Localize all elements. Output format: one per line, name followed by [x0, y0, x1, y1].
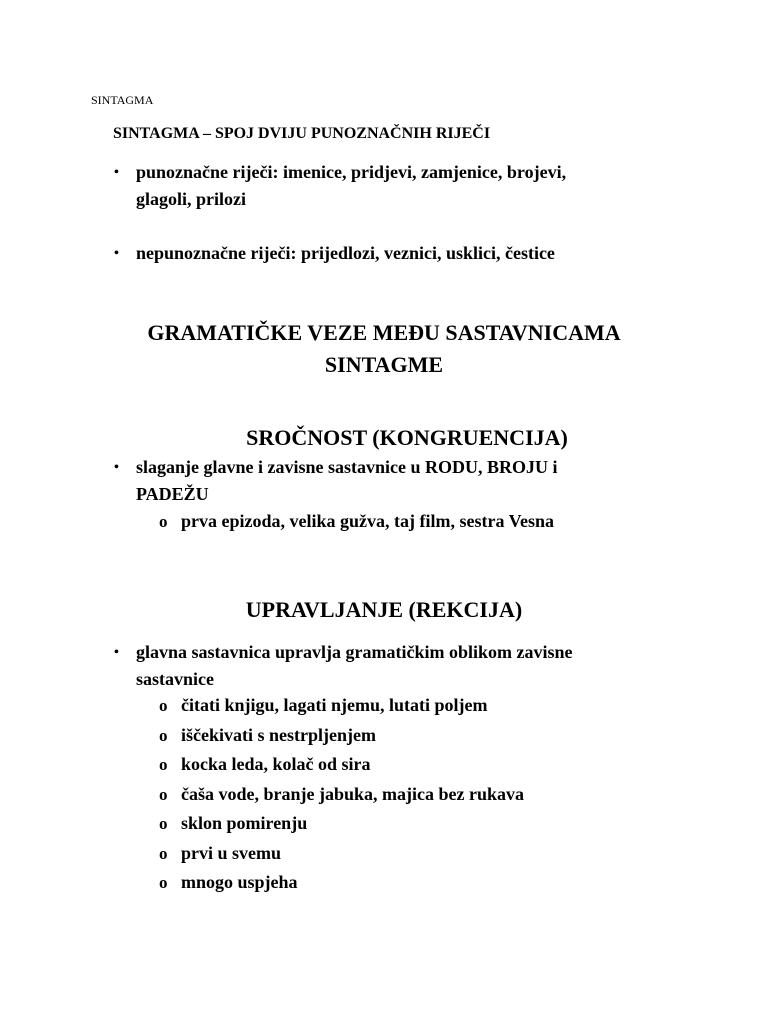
heading-line: GRAMATIČKE VEZE MEĐU SASTAVNICAMA: [147, 320, 621, 345]
sub-bullet-marker: o: [159, 873, 168, 892]
sub-bullet-marker: o: [159, 696, 168, 715]
document-title: SINTAGMA – SPOJ DVIJU PUNOZNAČNIH RIJEČI: [113, 125, 491, 142]
heading-upravljanje: UPRAVLJANJE (REKCIJA): [245, 597, 523, 622]
sub-bullet-marker: o: [159, 512, 168, 531]
example-item-upravljanje: sklon pomirenju: [181, 813, 308, 833]
bullet-line: glagoli, prilozi: [136, 189, 246, 209]
bullet-marker: •: [114, 165, 119, 180]
example-item-upravljanje: čaša vode, branje jabuka, majica bez rukava: [181, 784, 524, 804]
sub-bullet-marker: o: [159, 755, 168, 774]
sub-bullet-marker: o: [159, 844, 168, 863]
bullet-line: sastavnice: [136, 669, 214, 689]
bullet-item-srocnost: [136, 454, 558, 508]
bullet-line: PADEŽU: [136, 484, 209, 504]
example-item-upravljanje: iščekivati s nestrpljenjem: [181, 725, 376, 745]
bullet-line: punoznačne riječi: imenice, pridjevi, zamjenice, brojevi,: [136, 162, 567, 182]
bullet-item-punoznacne: [136, 159, 566, 213]
bullet-line: glavna sastavnica upravlja gramatičkim oblikom zavisne: [136, 642, 573, 662]
example-item-upravljanje: kocka leda, kolač od sira: [181, 754, 371, 774]
example-item-srocnost: prva epizoda, velika gužva, taj film, sestra Vesna: [181, 511, 554, 531]
document-header-label: SINTAGMA: [91, 93, 154, 107]
heading-srocnost: SROČNOST (KONGRUENCIJA): [246, 425, 568, 450]
bullet-item-nepunoznacne: [136, 240, 555, 267]
example-item-upravljanje: prvi u svemu: [181, 843, 282, 863]
example-item-upravljanje: čitati knjigu, lagati njemu, lutati poljem: [181, 695, 488, 715]
sub-bullet-marker: o: [159, 814, 168, 833]
bullet-marker: •: [114, 246, 119, 261]
bullet-line: slaganje glavne i zavisne sastavnice u RODU, BROJU i: [136, 457, 558, 477]
bullet-item-upravljanje: [136, 639, 573, 693]
sub-bullet-marker: o: [159, 785, 168, 804]
heading-line: SINTAGME: [324, 352, 444, 377]
example-item-upravljanje: mnogo uspjeha: [181, 872, 298, 892]
bullet-marker: •: [114, 460, 119, 475]
sub-bullet-marker: o: [159, 726, 168, 745]
section-heading-gramaticke-veze: [84, 317, 684, 381]
bullet-line: nepunoznačne riječi: prijedlozi, veznici, usklici, čestice: [136, 243, 555, 263]
bullet-marker: •: [114, 645, 119, 660]
